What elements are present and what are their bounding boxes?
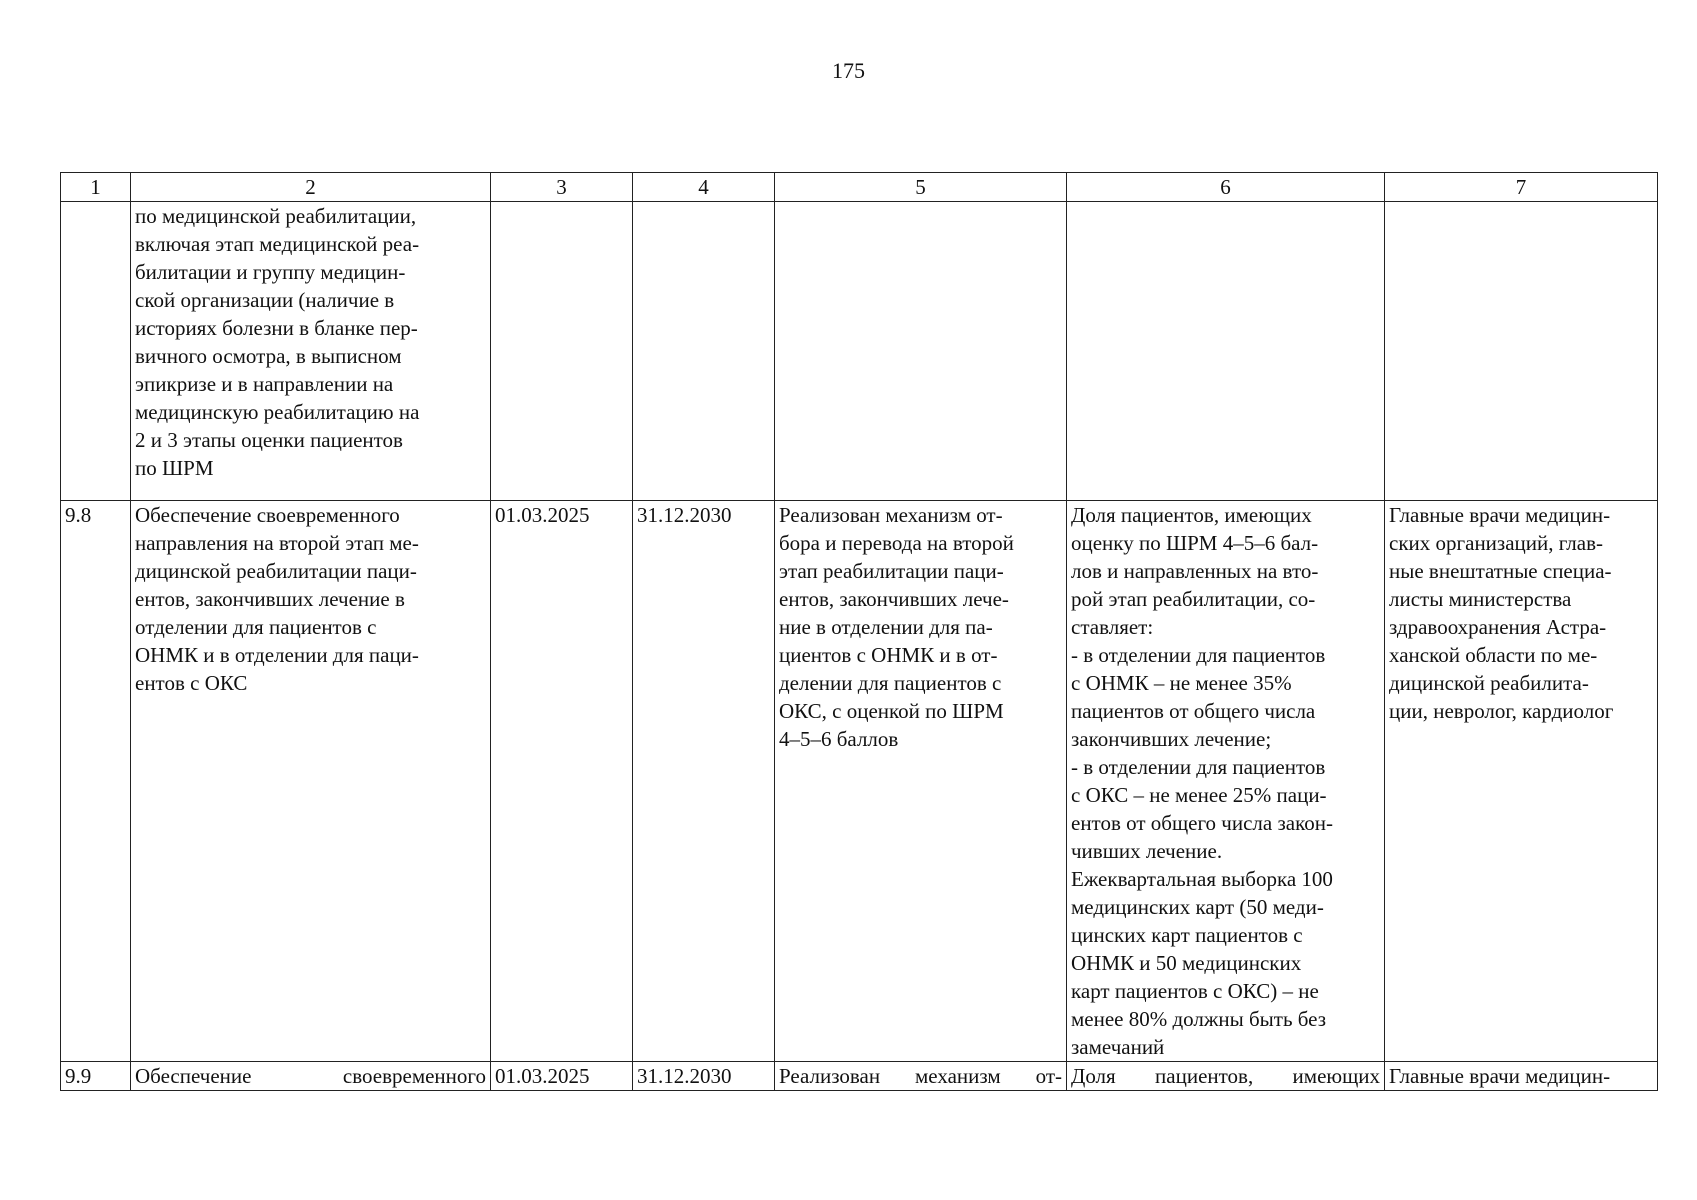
measure-cell: по медицинской реабилитации, включая этап медицинской реа- билитации и группу медицин- ской организации (наличие в историях болезни в бланке пер- вичного осмотра, в выписном эпикризе и в направлении на медицинскую реабилитацию на 2 и 3 этапы оценки пациентов по ШРМ: [131, 202, 491, 501]
result-cell: [775, 202, 1067, 501]
header-col-1: 1: [61, 173, 131, 202]
header-col-4: 4: [633, 173, 775, 202]
header-row: [61, 173, 1658, 202]
responsible-cell: Главные врачи медицин-: [1385, 1062, 1658, 1091]
end-date-cell: [633, 202, 775, 501]
header-col-6: 6: [1067, 173, 1385, 202]
result-cell: Реализован механизм от-: [775, 1062, 1067, 1091]
start-date-cell: 01.03.2025: [491, 501, 633, 1062]
row-number-cell: [61, 202, 131, 501]
responsible-cell: [1385, 202, 1658, 501]
measure-cell: Обеспечение своевременного направления на второй этап ме- дицинской реабилитации паци- ентов, закончивших лечение в отделении для пациентов с ОНМК и в отделении для паци- ентов с ОКС: [131, 501, 491, 1062]
start-date-cell: 01.03.2025: [491, 1062, 633, 1091]
start-date-cell: [491, 202, 633, 501]
measure-cell: Обеспечение своевременного: [131, 1062, 491, 1091]
header-col-7: 7: [1385, 173, 1658, 202]
end-date-cell: 31.12.2030: [633, 1062, 775, 1091]
row-number-cell: 9.9: [61, 1062, 131, 1091]
table-row: [61, 501, 1658, 1062]
header-col-2: 2: [131, 173, 491, 202]
indicator-cell: [1067, 202, 1385, 501]
responsible-cell: Главные врачи медицин- ских организаций, глав- ные внештатные специа- листы министерства здравоохранения Астра- ханской области по ме- дицинской реабилита- ции, невролог, кардиолог: [1385, 501, 1658, 1062]
header-col-3: 3: [491, 173, 633, 202]
result-cell: Реализован механизм от- бора и перевода на второй этап реабилитации паци- ентов, закончивших лече- ние в отделении для па- циентов с ОНМК и в от- делении для пациентов с ОКС, с оценкой по ШРМ 4–5–6 баллов: [775, 501, 1067, 1062]
table-row: [61, 1062, 1658, 1091]
indicator-cell: Доля пациентов, имеющих: [1067, 1062, 1385, 1091]
end-date-cell: 31.12.2030: [633, 501, 775, 1062]
indicator-cell: Доля пациентов, имеющих оценку по ШРМ 4–5–6 бал- лов и направленных на вто- рой этап реабилитации, со- ставляет: - в отделении для пациентов с ОНМК – не менее 35% пациентов от общего числа закончивших лечение; - в отделении для пациентов с ОКС – не менее 25% паци- ентов от общего числа закон- чивших лечение. Ежеквартальная выборка 100 медицинских карт (50 меди- цинских карт пациентов с ОНМК и 50 медицинских карт пациентов с ОКС) – не менее 80% должны быть без замечаний: [1067, 501, 1385, 1062]
table-row: [61, 202, 1658, 501]
header-col-5: 5: [775, 173, 1067, 202]
main-table: [60, 172, 1658, 1091]
page-number: 175: [832, 58, 865, 83]
row-number-cell: 9.8: [61, 501, 131, 1062]
